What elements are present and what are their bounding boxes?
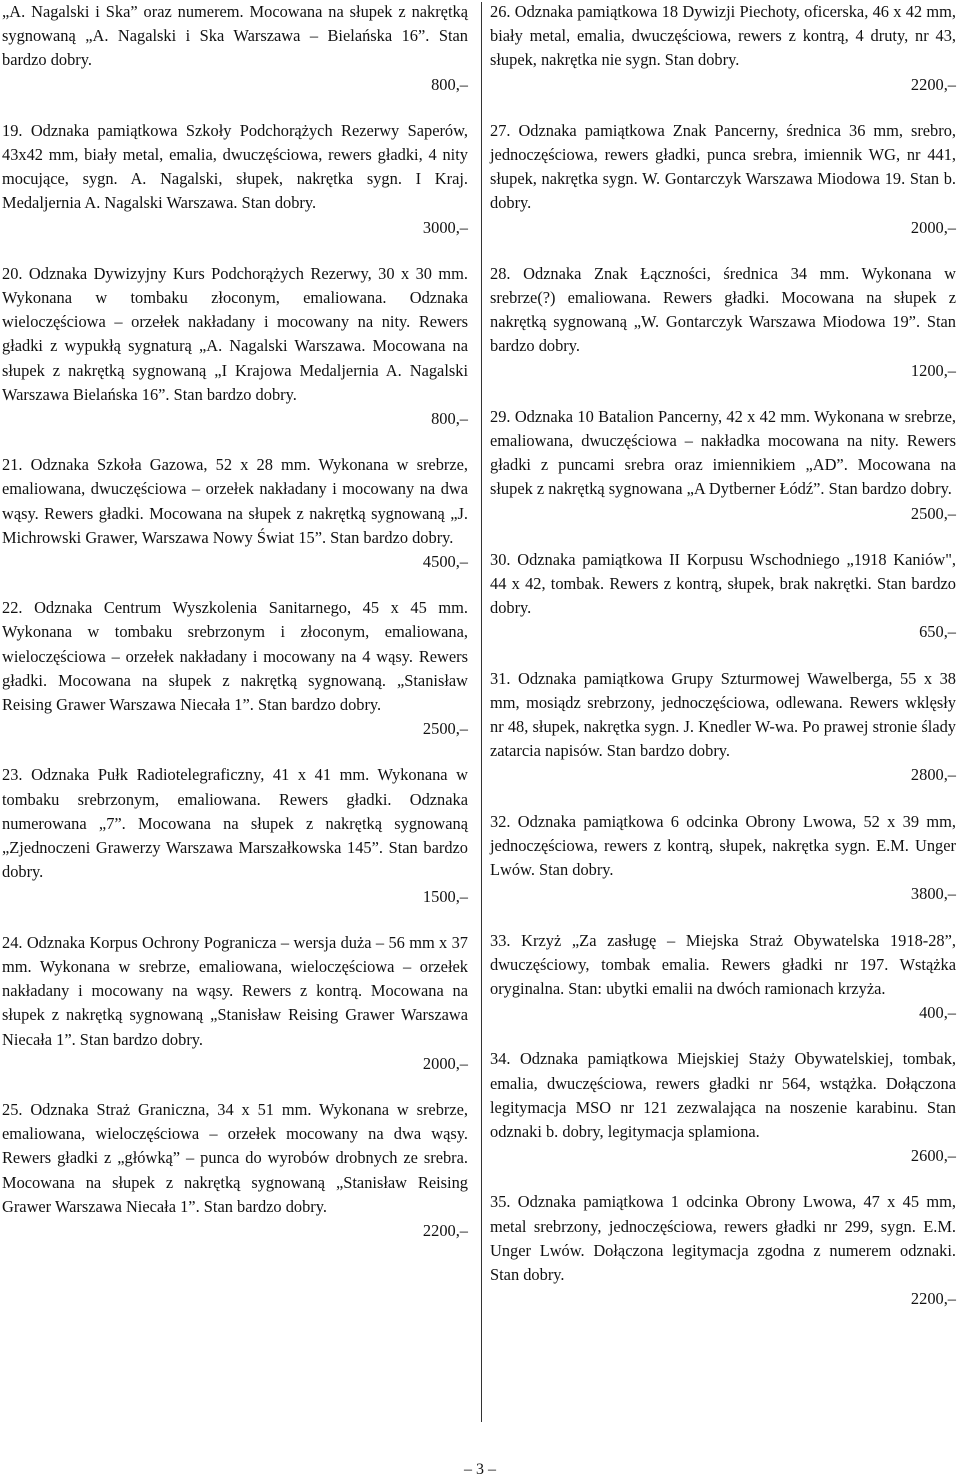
catalog-entry (2, 453, 468, 574)
entry-price: 800,– (431, 409, 468, 429)
entry-description: 19. Odznaka pamiątkowa Szkoły Podchorążych Rezerwy Saperów, 43x42 mm, biały metal, emalia, dwuczęściowa, rewers gładki, 4 nity mocujące, sygn. A. Nagalski, słupek, nakrętka sygn. I Kraj. Medaljernia A. Nagalski Warszawa. Stan dobry. (2, 120, 468, 213)
entry-description: 20. Odznaka Dywizyjny Kurs Podchorążych Rezerwy, 30 x 30 mm. Wykonana w tombaku złoconym, emaliowana. Odznaka wieloczęściowa – orzełek nakładany i mocowany na nity. Rewers gładki z wypukłą sygnaturą „A. Nagalski Warszawa. Mocowana na słupek z nakrętką sygnowaną „I Krajowa Medaljernia A. Nagalski Warszawa Bielańska 16”. Stan bardzo dobry. (2, 263, 468, 404)
entry-description: 23. Odznaka Pułk Radiotelegraficzny, 41 x 41 mm. Wykonana w tombaku srebrzonym, emaliowana. Rewers gładki. Odznaka numerowana „7”. Mocowana na słupek z nakrętką sygnowaną „Zjednoczeni Grawerzy Warszawa Marszałkowska 145”. Stan bardzo dobry. (2, 765, 468, 882)
entry-price: 2200,– (910, 1289, 956, 1309)
left-column (2, 0, 468, 1265)
entry-description: 24. Odznaka Korpus Ochrony Pogranicza – wersja duża – 56 mm x 37 mm. Wykonana w srebrze, emaliowana, wieloczęściowa – orzełek nakładany i mocowany na wąsy. Rewers z kontrą. Mocowana na słupek z nakrętką sygnowaną „Stanisław Reising Grawer Warszawa Niecała 1”. Stan bardzo dobry. (2, 932, 468, 1049)
entry-description: 25. Odznaka Straż Graniczna, 34 x 51 mm. Wykonana w srebrze, emaliowana, wieloczęściowa – orzełek mocowany na dwa wąsy. Rewers gładki z „główką” – punca do wyrobów drobnych ze srebra. Mocowana na słupek z nakrętką sygnowaną „Stanisław Reising Grawer Warszawa Niecała 1”. Stan bardzo dobry. (2, 1099, 468, 1216)
entry-price: 650,– (919, 622, 956, 642)
catalog-entry (490, 810, 956, 907)
entry-description: 27. Odznaka pamiątkowa Znak Pancerny, średnica 36 mm, srebro, jednoczęściowa, rewers gładki, punca srebra, imiennik WG, nr 441, słupek, nakrętka sygn. W. Gontarczyk Warszawa Miodowa 19. Stan b. dobry. (490, 120, 956, 213)
entry-description: 33. Krzyż „Za zasługę – Miejska Straż Obywatelska 1918-28”, dwuczęściowy, tombak emalia. Rewers gładki nr 197. Wstążka oryginalna. Stan: ubytki emalii na dwóch ramionach krzyża. (490, 930, 956, 998)
catalog-entry (490, 548, 956, 645)
entry-price: 1500,– (422, 886, 468, 906)
catalog-entry (490, 929, 956, 1026)
catalog-entry (490, 667, 956, 788)
entry-price: 1200,– (910, 360, 956, 380)
entry-description: 26. Odznaka pamiątkowa 18 Dywizji Piechoty, oficerska, 46 x 42 mm, biały metal, emalia, dwuczęściowa, rewers z kontrą, 4 druty, nr 43, słupek, nakrętka nie sygn. Stan dobry. (490, 2, 956, 70)
entry-description: 31. Odznaka pamiątkowa Grupy Szturmowej Wawelberga, 55 x 38 mm, mosiądz srebrzony, jednoczęściowa, odlewana. Rewers wklęsły nr 48, słupek, nakrętka sygn. J. Knedler W-wa. Po prawej stronie ślady zatarcia napisów. Stan bardzo dobry. (490, 668, 956, 761)
catalog-entry (490, 1047, 956, 1168)
entry-price: 2000,– (910, 217, 956, 237)
entry-price: 2200,– (422, 1220, 468, 1240)
entry-price: 2500,– (910, 503, 956, 523)
catalog-entry (2, 763, 468, 908)
entry-description: 29. Odznaka 10 Batalion Pancerny, 42 x 42 mm. Wykonana w srebrze, emaliowana, dwuczęściowa – nakładka mocowana na nity. Rewers gładki z puncami srebra oraz imiennikiem „AD”. Mocowana na słupek z nakrętką sygnowana „A Dytberner Łódź”. Stan bardzo dobry. (490, 406, 956, 499)
entry-price: 800,– (431, 74, 468, 94)
entry-price: 2200,– (910, 74, 956, 94)
entry-price: 3000,– (422, 217, 468, 237)
catalog-entry (2, 262, 468, 431)
entry-price: 2500,– (422, 719, 468, 739)
entry-description: 35. Odznaka pamiątkowa 1 odcinka Obrony Lwowa, 47 x 45 mm, metal srebrzony, jednoczęściowa, rewers gładki nr 299, sygn. E.M. Unger Lwów. Dołączona legitymacja zgodna z numerem odznaki. Stan dobry. (490, 1192, 956, 1284)
column-divider (481, 2, 482, 1422)
entry-price: 3800,– (910, 884, 956, 904)
entry-description: 30. Odznaka pamiątkowa II Korpusu Wschodniego „1918 Kaniów", 44 x 42, tombak. Rewers z kontrą, słupek, brak nakrętki. Stan bardzo dobry. (490, 549, 956, 618)
right-column (490, 0, 956, 1333)
page-number: – 3 – (464, 1461, 496, 1478)
entry-description: „A. Nagalski i Ska” oraz numerem. Mocowana na słupek z nakrętką sygnowaną „A. Nagalski i Ska Warszawa – Bielańska 16”. Stan bardzo dobry. (2, 2, 468, 70)
catalog-entry (490, 0, 956, 97)
entry-description: 34. Odznaka pamiątkowa Miejskiej Staży Obywatelskiej, tombak, emalia, dwuczęściowa, rewers gładki nr 564, wstążka. Dołączona legitymacja MSO nr 121 zezwalająca na noszenie karabinu. Stan odznaki b. dobry, legitymacja splamiona. (490, 1049, 956, 1141)
catalog-entry (490, 1190, 956, 1311)
entry-price: 2000,– (422, 1053, 468, 1073)
entry-price: 4500,– (422, 552, 468, 572)
catalog-entry (2, 1098, 468, 1243)
entry-description: 32. Odznaka pamiątkowa 6 odcinka Obrony Lwowa, 52 x 39 mm, jednoczęściowa, rewers z kontrą, słupek, nakrętka sygn. E.M. Unger Lwów. Stan dobry. (490, 811, 956, 880)
entry-price: 2800,– (910, 765, 956, 785)
entry-description: 22. Odznaka Centrum Wyszkolenia Sanitarnego, 45 x 45 mm. Wykonana w tombaku srebrzonym i złoconym, emaliowana, wieloczęściowa – orzełek nakładany i mocowany na 4 wąsy. Rewers gładki. Mocowana na słupek z nakrętką sygnowaną. „Stanisław Reising Grawer Warszawa Niecała 1”. Stan bardzo dobry. (2, 598, 468, 715)
catalog-entry (2, 119, 468, 240)
catalog-entry (2, 931, 468, 1076)
entry-description: 28. Odznaka Znak Łączności, średnica 34 mm. Wykonana w srebrze(?) emaliowana. Rewers gładki. Mocowana na słupek z nakrętką sygnowaną „W. Gontarczyk Warszawa Miodowa 19”. Stan bardzo dobry. (490, 263, 956, 356)
catalog-entry (2, 596, 468, 741)
catalog-entry (490, 405, 956, 526)
entry-price: 2600,– (910, 1146, 956, 1166)
catalog-entry (490, 262, 956, 383)
entry-price: 400,– (919, 1003, 956, 1023)
entry-description: 21. Odznaka Szkoła Gazowa, 52 x 28 mm. Wykonana w srebrze, emaliowana, dwuczęściowa – orzełek nakładany i mocowany na dwa wąsy. Rewers gładki. Mocowana na słupek z nakrętką sygnowaną „J. Michrowski Grawer, Warszawa Nowy Świat 15”. Stan bardzo dobry. (2, 455, 468, 547)
catalog-entry (490, 119, 956, 240)
catalog-entry (2, 0, 468, 97)
